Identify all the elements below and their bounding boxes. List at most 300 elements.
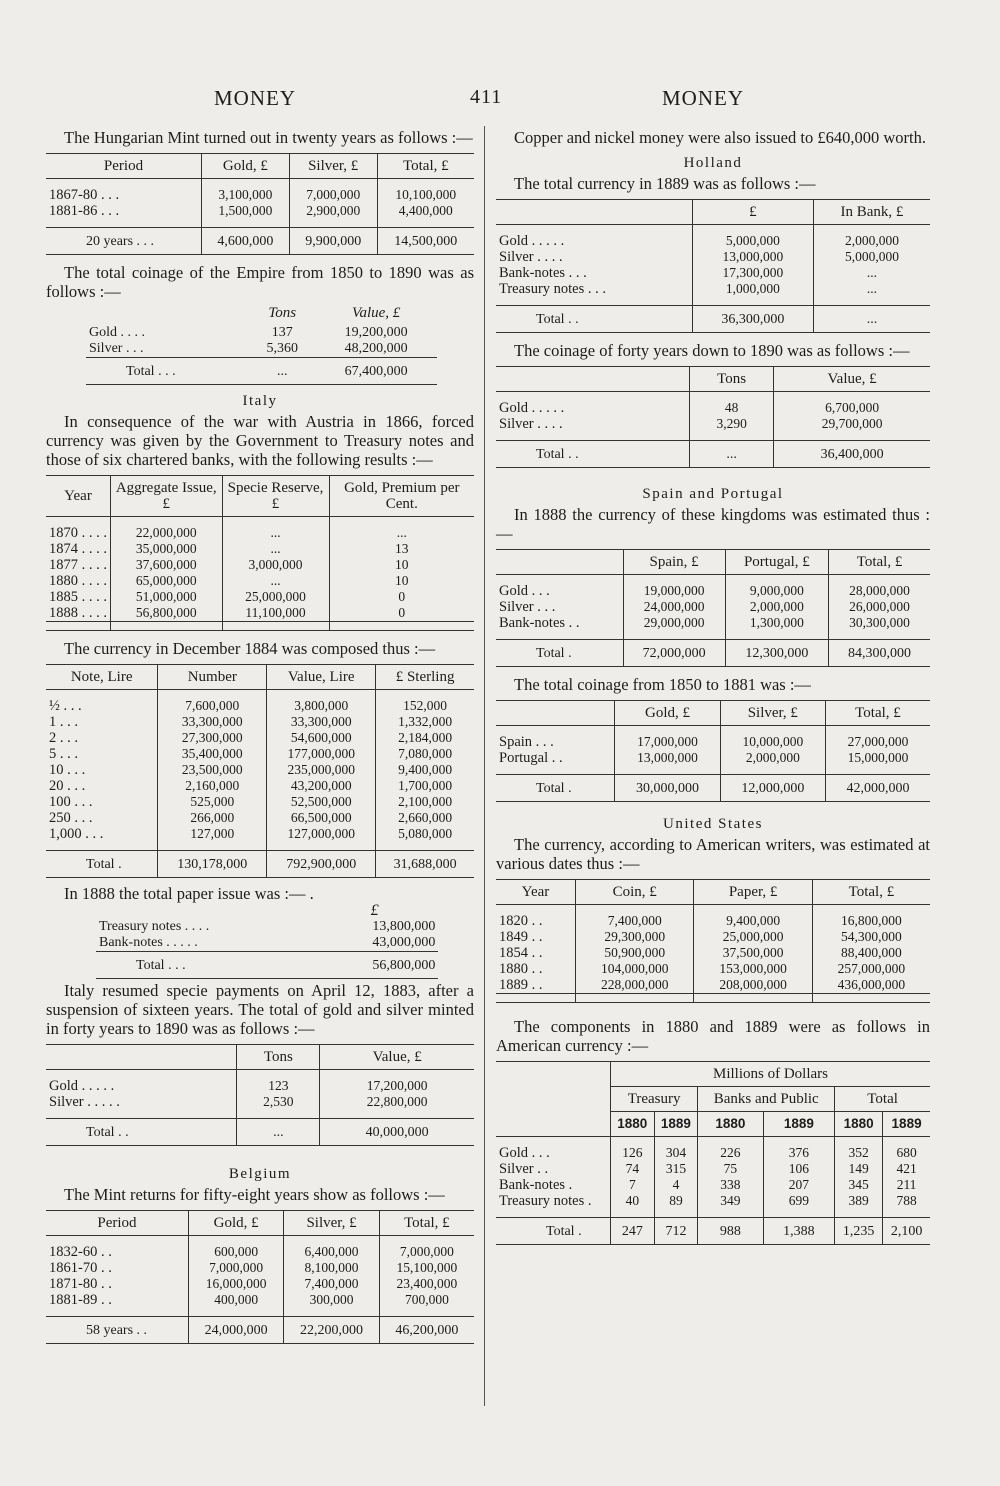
- table-row: [496, 750, 930, 766]
- running-head-left: MONEY: [214, 86, 296, 110]
- table-row: [496, 945, 930, 961]
- table-cell: 1,300,000: [725, 615, 828, 631]
- column-header: In Bank, £: [813, 200, 930, 225]
- table-row: [46, 778, 474, 794]
- table-row: [46, 1244, 474, 1260]
- column-header: Total, £: [379, 1211, 474, 1236]
- table-cell: 153,000,000: [694, 961, 812, 977]
- column-header: Value, £: [351, 305, 401, 321]
- spain-portugal-heading: Spain and Portugal: [642, 486, 784, 502]
- row-label: Bank-notes . . . . .: [99, 935, 198, 950]
- total-cell: 14,500,000: [377, 228, 474, 255]
- total-cell: 9,900,000: [289, 228, 377, 255]
- table-cell: ...: [396, 525, 407, 540]
- table-cell: 33,300,000: [158, 714, 267, 730]
- table-cell: 126: [611, 1145, 655, 1161]
- row-label: 1881-89 . .: [46, 1292, 188, 1308]
- empire-table: [86, 301, 437, 385]
- table-cell: 50,900,000: [575, 945, 693, 961]
- row-label: 2 . . .: [46, 730, 158, 746]
- table-cell: 11,100,000: [222, 605, 329, 622]
- hungary-table: [46, 153, 474, 255]
- table-cell: 27,300,000: [158, 730, 267, 746]
- table-cell: 43,200,000: [267, 778, 376, 794]
- row-label: 1 . . .: [46, 714, 158, 730]
- row-label: Gold . . . . .: [496, 233, 692, 249]
- table-cell: 13,000,000: [692, 249, 813, 265]
- table-cell: 104,000,000: [575, 961, 693, 977]
- row-label: 5 . . .: [46, 746, 158, 762]
- table-cell: 700,000: [404, 1292, 449, 1307]
- table-row: [496, 233, 930, 249]
- table-cell: 177,000,000: [267, 746, 376, 762]
- table-row: [46, 541, 474, 557]
- table-cell: 0: [398, 589, 406, 604]
- table-row: [496, 977, 930, 994]
- spain-intro: In 1888 the currency of these kingdoms was estimated thus :—: [496, 505, 930, 543]
- total-cell: 4,600,000: [201, 228, 289, 255]
- table-row: [46, 810, 474, 826]
- row-label: Bank-notes .: [496, 1177, 611, 1193]
- column-header: [496, 550, 623, 575]
- column-header: [86, 301, 249, 325]
- italy-notes-table: [46, 664, 474, 878]
- running-head-right: MONEY: [662, 86, 744, 110]
- row-label: 1832-60 . .: [46, 1244, 188, 1260]
- total-cell: 247: [611, 1218, 655, 1245]
- total-label: Total . . .: [96, 952, 311, 979]
- table-row: [46, 794, 474, 810]
- table-row: [46, 1094, 474, 1110]
- total-cell: 24,000,000: [188, 1317, 283, 1344]
- table-row: [46, 698, 474, 714]
- table-cell: 25,000,000: [694, 929, 812, 945]
- column-header: Portugal, £: [725, 550, 828, 575]
- table-row: [496, 734, 930, 750]
- table-cell: 7,080,000: [398, 746, 453, 761]
- table-cell: 24,000,000: [623, 599, 725, 615]
- column-header: Number: [158, 665, 267, 690]
- table-cell: 7,000,000: [289, 187, 377, 203]
- italy-specie-text: Italy resumed specie payments on April 12, 1883, after a suspension of sixteen years. The total of gold and silver minted in forty years to 1890 was as follows :—: [46, 981, 474, 1038]
- table-cell: 208,000,000: [694, 977, 812, 994]
- row-label: Treasury notes .: [496, 1193, 611, 1209]
- table-cell: 7,400,000: [284, 1276, 379, 1292]
- table-cell: 137: [271, 325, 293, 340]
- table-cell: 211: [896, 1177, 917, 1192]
- header-row: [496, 200, 930, 225]
- row-label: 1820 . .: [496, 913, 575, 929]
- table-cell: 7: [611, 1177, 655, 1193]
- table-cell: 17,000,000: [615, 734, 720, 750]
- belgium-heading: Belgium: [228, 1166, 292, 1182]
- table-cell: 7,000,000: [399, 1244, 454, 1259]
- table-cell: 3,290: [690, 416, 774, 432]
- table-cell: 2,900,000: [289, 203, 377, 219]
- table-cell: 15,000,000: [847, 750, 909, 765]
- table-cell: 19,200,000: [344, 325, 408, 340]
- total-label: Total . .: [496, 441, 690, 468]
- row-label: 1889 . .: [496, 977, 575, 994]
- table-cell: 29,300,000: [575, 929, 693, 945]
- row-label: Silver . . . . .: [46, 1094, 237, 1110]
- column-header: Silver, £: [720, 701, 825, 726]
- total-cell: 42,000,000: [825, 775, 930, 802]
- column-header: Gold, £: [201, 154, 289, 179]
- group-header: Treasury: [611, 1087, 698, 1112]
- row-label: 1871-80 . .: [46, 1276, 188, 1292]
- total-cell: 792,900,000: [267, 851, 376, 878]
- table-cell: 13,800,000: [372, 919, 436, 934]
- row-label: Gold . . . . .: [46, 1078, 237, 1094]
- belgium-intro: The Mint returns for fifty-eight years show as follows :—: [64, 1185, 445, 1204]
- spain-coinage-table: [496, 700, 930, 802]
- table-cell: 3,000,000: [222, 557, 329, 573]
- belgium-table: [46, 1210, 474, 1344]
- table-cell: 3,800,000: [267, 698, 376, 714]
- table-cell: 54,600,000: [267, 730, 376, 746]
- column-header: [496, 367, 690, 392]
- table-row: [46, 557, 474, 573]
- table-cell: 16,800,000: [841, 913, 902, 928]
- table-cell: 127,000,000: [267, 826, 376, 842]
- holland-currency-table: [496, 199, 930, 333]
- table-cell: 13,000,000: [615, 750, 720, 766]
- super-header: Millions of Dollars: [611, 1062, 931, 1087]
- table-row: [46, 730, 474, 746]
- row-label: Spain . . .: [496, 734, 615, 750]
- table-cell: 75: [698, 1161, 763, 1177]
- column-header: Gold, £: [188, 1211, 283, 1236]
- table-cell: 9,400,000: [398, 762, 453, 777]
- table-row: [496, 281, 930, 297]
- total-cell: 130,178,000: [158, 851, 267, 878]
- table-cell: 106: [763, 1161, 835, 1177]
- header-row: [46, 476, 474, 517]
- currency-symbol: £: [370, 902, 379, 919]
- column-header: Total, £: [812, 880, 930, 905]
- row-label: 1861-70 . .: [46, 1260, 188, 1276]
- table-cell: 149: [835, 1161, 883, 1177]
- table-cell: 23,400,000: [396, 1276, 458, 1291]
- page-number: 411: [470, 86, 503, 108]
- table-cell: 25,000,000: [222, 589, 329, 605]
- column-header: Paper, £: [694, 880, 812, 905]
- table-cell: 123: [237, 1078, 320, 1094]
- column-header: Year: [46, 476, 111, 517]
- row-label: Bank-notes . .: [496, 615, 623, 631]
- total-label: Total .: [496, 1218, 611, 1245]
- table-cell: 207: [763, 1177, 835, 1193]
- total-row: [496, 1218, 930, 1245]
- table-cell: 400,000: [188, 1292, 283, 1308]
- table-cell: ...: [222, 573, 329, 589]
- row-label: Treasury notes . . .: [496, 281, 692, 297]
- total-cell: 36,300,000: [692, 306, 813, 333]
- table-cell: 48: [690, 400, 774, 416]
- total-row: [46, 1119, 474, 1146]
- table-cell: 2,000,000: [725, 599, 828, 615]
- table-cell: 680: [896, 1145, 917, 1160]
- italy-currency-table: [46, 475, 474, 631]
- row-label: 20 . . .: [46, 778, 158, 794]
- table-row: [496, 1145, 930, 1161]
- table-cell: 300,000: [284, 1292, 379, 1308]
- row-label: Silver . . .: [496, 599, 623, 615]
- table-row: [496, 615, 930, 631]
- us-components-table: [496, 1061, 930, 1245]
- copper-text: Copper and nickel money were also issued to £640,000 worth.: [514, 128, 926, 147]
- holland-intro: The total currency in 1889 was as follows :—: [514, 174, 816, 193]
- right-column: [496, 128, 930, 1245]
- column-header: Total, £: [377, 154, 474, 179]
- table-cell: 17,300,000: [692, 265, 813, 281]
- year-header: 1880: [611, 1112, 655, 1137]
- table-cell: 66,500,000: [267, 810, 376, 826]
- table-row: [496, 1177, 930, 1193]
- total-row: [496, 640, 930, 667]
- header-row: [46, 665, 474, 690]
- total-cell: ...: [813, 306, 930, 333]
- column-header: £ Sterling: [376, 665, 474, 690]
- table-cell: 152,000: [403, 698, 448, 713]
- table-row: [46, 1260, 474, 1276]
- table-row: [46, 573, 474, 589]
- table-cell: 9,000,000: [725, 583, 828, 599]
- table-row: [96, 919, 438, 935]
- total-cell: ...: [237, 1119, 320, 1146]
- header-row: [46, 154, 474, 179]
- row-label: Silver . . . .: [496, 416, 690, 432]
- table-cell: 10: [395, 573, 409, 588]
- total-row: [496, 441, 930, 468]
- table-cell: 88,400,000: [841, 945, 902, 960]
- holland-heading: Holland: [683, 155, 743, 171]
- total-row: [96, 952, 438, 979]
- spain-coinage-intro: The total coinage from 1850 to 1881 was :—: [514, 675, 811, 694]
- table-cell: ...: [866, 265, 877, 280]
- header-row: [496, 880, 930, 905]
- table-cell: 1,332,000: [398, 714, 453, 729]
- table-cell: 22,800,000: [366, 1094, 428, 1109]
- column-header: Spain, £: [623, 550, 725, 575]
- table-cell: 5,360: [266, 341, 298, 356]
- column-header: [46, 1045, 237, 1070]
- table-cell: 2,660,000: [398, 810, 453, 825]
- table-cell: 89: [654, 1193, 698, 1209]
- total-cell: 988: [698, 1218, 763, 1245]
- table-cell: 6,400,000: [284, 1244, 379, 1260]
- row-label: 1867-80 . . .: [46, 187, 201, 203]
- table-row: [46, 714, 474, 730]
- table-cell: 56,800,000: [111, 605, 223, 622]
- column-header: Tons: [268, 305, 297, 321]
- table-row: [46, 762, 474, 778]
- row-label: 10 . . .: [46, 762, 158, 778]
- table-row: [46, 605, 474, 622]
- total-label: Total .: [46, 851, 158, 878]
- table-cell: 26,000,000: [849, 599, 910, 614]
- table-cell: 2,000,000: [844, 233, 899, 248]
- row-label: Silver . . .: [89, 341, 144, 356]
- total-label: 58 years . .: [46, 1317, 188, 1344]
- row-label: Gold . . .: [496, 1145, 611, 1161]
- table-cell: 788: [896, 1193, 917, 1208]
- table-cell: 349: [698, 1193, 763, 1209]
- spain-currency-table: [496, 549, 930, 667]
- table-row: [496, 400, 930, 416]
- table-row: [46, 1078, 474, 1094]
- row-label: ½ . . .: [46, 698, 158, 714]
- table-cell: 35,000,000: [111, 541, 223, 557]
- italy-paper-table: [96, 903, 438, 979]
- table-row: [86, 341, 437, 358]
- year-header: 1880: [835, 1112, 883, 1137]
- table-cell: 16,000,000: [188, 1276, 283, 1292]
- table-row: [46, 1292, 474, 1308]
- table-cell: 600,000: [188, 1244, 283, 1260]
- table-cell: 5,000,000: [692, 233, 813, 249]
- table-cell: 43,000,000: [372, 935, 436, 950]
- table-cell: 4: [654, 1177, 698, 1193]
- total-cell: 2,100: [883, 1218, 930, 1245]
- table-row: [496, 249, 930, 265]
- header-row: [496, 550, 930, 575]
- total-cell: 46,200,000: [379, 1317, 474, 1344]
- total-cell: 72,000,000: [623, 640, 725, 667]
- header-row: [46, 1211, 474, 1236]
- total-label: Total .: [496, 775, 615, 802]
- total-cell: 712: [654, 1218, 698, 1245]
- table-cell: 1,700,000: [398, 778, 453, 793]
- italy-1884-intro: The currency in December 1884 was composed thus :—: [64, 639, 436, 658]
- total-label: Total . .: [496, 306, 692, 333]
- year-header: 1880: [698, 1112, 763, 1137]
- table-cell: 10,000,000: [720, 734, 825, 750]
- table-cell: 127,000: [158, 826, 267, 842]
- row-label: Treasury notes . . . .: [99, 919, 210, 934]
- table-cell: 436,000,000: [812, 977, 930, 994]
- table-cell: 389: [835, 1193, 883, 1209]
- table-cell: 28,000,000: [849, 583, 910, 598]
- table-row: [86, 325, 437, 341]
- table-cell: 226: [698, 1145, 763, 1161]
- group-header: Banks and Public: [698, 1087, 835, 1112]
- table-cell: 54,300,000: [841, 929, 902, 944]
- row-label: 1854 . .: [496, 945, 575, 961]
- column-header: Total, £: [825, 701, 930, 726]
- column-header: Period: [46, 1211, 188, 1236]
- column-header: Total, £: [829, 550, 930, 575]
- table-cell: 257,000,000: [837, 961, 906, 976]
- row-label: 250 . . .: [46, 810, 158, 826]
- table-cell: 33,300,000: [267, 714, 376, 730]
- table-cell: 5,000,000: [844, 249, 899, 264]
- table-cell: 23,500,000: [158, 762, 267, 778]
- column-header: Note, Lire: [46, 665, 158, 690]
- table-cell: 266,000: [158, 810, 267, 826]
- table-row: [46, 746, 474, 762]
- column-header: [496, 200, 692, 225]
- column-header: Gold, £: [615, 701, 720, 726]
- table-cell: 315: [654, 1161, 698, 1177]
- total-cell: ...: [690, 441, 774, 468]
- table-cell: 52,500,000: [267, 794, 376, 810]
- table-cell: ...: [222, 525, 329, 541]
- row-label: 1870 . . . .: [46, 525, 111, 541]
- hungary-intro: The Hungarian Mint turned out in twenty years as follows :—: [64, 128, 473, 147]
- total-cell: 67,400,000: [315, 358, 437, 385]
- row-label: 1881-86 . . .: [46, 203, 201, 219]
- table-cell: 10: [395, 557, 409, 572]
- table-cell: 2,100,000: [398, 794, 453, 809]
- table-cell: 17,200,000: [366, 1078, 428, 1093]
- total-label: 20 years . . .: [46, 228, 201, 255]
- table-cell: 2,530: [237, 1094, 320, 1110]
- total-cell: 40,000,000: [320, 1119, 474, 1146]
- total-row: [86, 358, 437, 385]
- table-cell: 2,160,000: [158, 778, 267, 794]
- table-cell: 235,000,000: [267, 762, 376, 778]
- table-cell: 65,000,000: [111, 573, 223, 589]
- us-components-intro: The components in 1880 and 1889 were as follows in American currency :—: [496, 1017, 930, 1055]
- year-header: 1889: [654, 1112, 698, 1137]
- table-row: [496, 416, 930, 432]
- total-row: [46, 851, 474, 878]
- column-header: Period: [46, 154, 201, 179]
- table-cell: 525,000: [158, 794, 267, 810]
- italy-1888-intro: In 1888 the total paper issue was :— .: [64, 884, 314, 903]
- row-label: 1880 . .: [496, 961, 575, 977]
- column-header: Tons: [690, 367, 774, 392]
- row-label: Silver . . . .: [496, 249, 692, 265]
- column-header: Year: [496, 880, 575, 905]
- us-currency-table: [496, 879, 930, 1003]
- total-cell: 22,200,000: [284, 1317, 379, 1344]
- table-cell: 19,000,000: [623, 583, 725, 599]
- italy-minted-table: [46, 1044, 474, 1146]
- total-row: [46, 1317, 474, 1344]
- column-header: £: [692, 200, 813, 225]
- table-row: [46, 203, 474, 219]
- table-cell: 304: [654, 1145, 698, 1161]
- table-row: [496, 265, 930, 281]
- column-header: Tons: [237, 1045, 320, 1070]
- table-cell: 352: [835, 1145, 883, 1161]
- column-header: Gold, Premium per Cent.: [329, 476, 474, 517]
- table-cell: 13: [395, 541, 409, 556]
- table-cell: 15,100,000: [396, 1260, 458, 1275]
- group-header: Total: [835, 1087, 930, 1112]
- table-cell: ...: [866, 281, 877, 296]
- table-cell: 345: [835, 1177, 883, 1193]
- year-header: 1889: [763, 1112, 835, 1137]
- table-cell: 7,400,000: [575, 913, 693, 929]
- row-label: Gold . . .: [496, 583, 623, 599]
- total-cell: 56,800,000: [311, 952, 439, 979]
- row-label: 1874 . . . .: [46, 541, 111, 557]
- row-label: 100 . . .: [46, 794, 158, 810]
- total-label: Total . .: [46, 1119, 237, 1146]
- table-row: [46, 826, 474, 842]
- table-cell: 338: [698, 1177, 763, 1193]
- table-cell: 48,200,000: [344, 341, 408, 356]
- column-header: [496, 701, 615, 726]
- header-row: [46, 1045, 474, 1070]
- total-label: Total . . .: [86, 358, 249, 385]
- column-header: Silver, £: [289, 154, 377, 179]
- table-cell: 2,000,000: [720, 750, 825, 766]
